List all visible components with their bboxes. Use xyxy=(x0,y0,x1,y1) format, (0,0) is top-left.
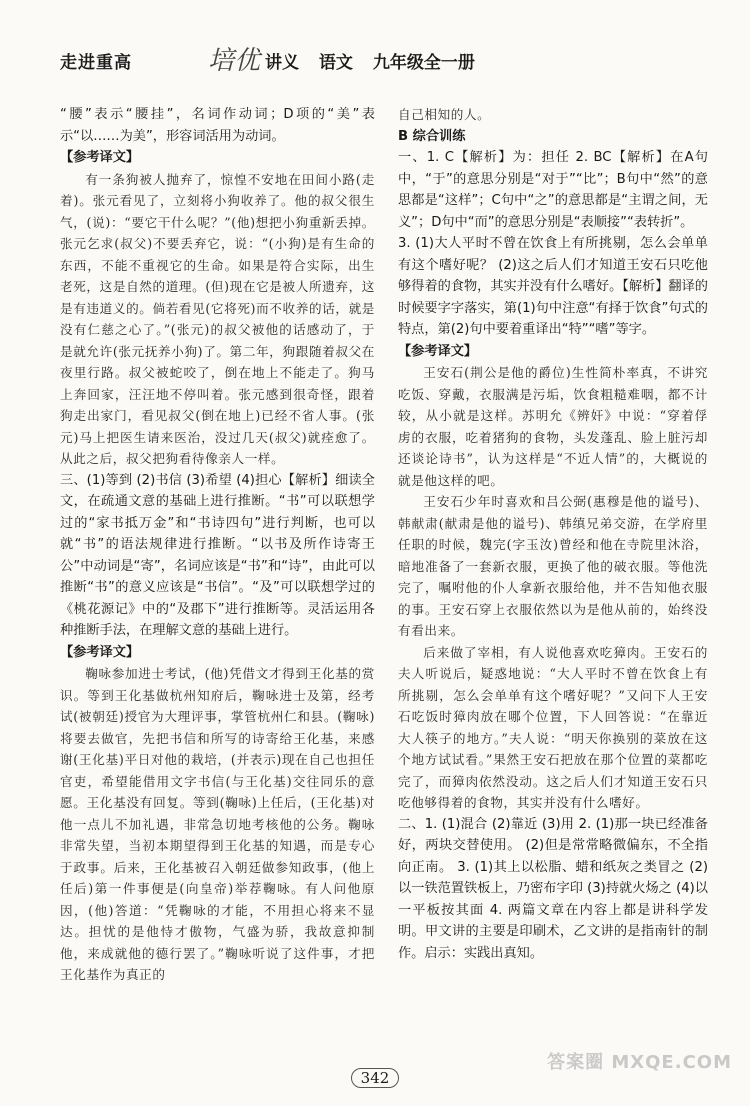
right-column xyxy=(398,104,708,964)
page-header xyxy=(60,40,700,80)
question-3-answer: 三、(1)等到 (2)书信 (3)希望 (4)担心【解析】细读全文，在疏通文意的基础上进行推断。“书”可以联想学过的“家书抵万金”和“书诗四句”进行判断，也可以就“书”的语法规律进行推断。“以书及所作诗寄王公”中动词是“寄”，名词应该是“书”和“诗”，由此可以推断“书”的意义应该是“书信”。“及”可以联想学过的《桃花源记》中的“及郡下”进行推断等。灵活运用各种推断手法，在理解文意的基础上进行。 xyxy=(60,472,375,638)
book-subject: 讲义 语文 九年级全一册 xyxy=(265,53,475,73)
question-1-answer: 一、1. C【解析】为：担任 2. BC【解析】在A句中，“于”的意思分别是“对于”“比”；B句中“然”的意思都是“这样”；C句中“之”的意思都是“主谓之间，无义”；D句中“而”的意思分别是“表顺接”“表转折”。 xyxy=(398,150,708,230)
series-logo-script: 培优 xyxy=(208,46,261,76)
reference-translation-text: 鞠咏参加进士考试，(他)凭借文才得到王化基的赏识。等到王化基做杭州知府后，鞠咏进士及第，经考试(被朝廷)授官为大理评事，掌管杭州仁和县。(鞠咏)将要去做官，先把书信和所写的诗寄给王化基，来感谢(王化基)平日对他的栽培，(并表示)现在自己也担任官吏，希望能借用文字书信(与王化基)交往同乐的意愿。王化基没有回复。等到(鞠咏)上任后，(王化基)对他一点儿不加礼遇，非常急切地考核他的公务。鞠咏非常失望，当初本期望得到王化基的知遇，而是专心于政事。后来，王化基被召入朝廷做参知政事，(他上任后)第一件事便是(向皇帝)举荐鞠咏。有人问他原因，(他)答道：“凭鞠咏的才能，不用担心将来不显达。担忧的是他恃才傲物，气盛为骄，我故意抑制他，来成就他的德行罢了。”鞠咏听说了这件事，才把王化基作为真正的 xyxy=(60,666,375,982)
reference-translation-label: 【参考译文】 xyxy=(60,644,140,660)
page-number-badge: 342 xyxy=(351,1068,400,1088)
reference-translation-text: 王安石(荆公是他的爵位)生性简朴率真，不讲究吃饭、穿戴，衣服满是污垢，饮食粗糙难咽，都不计较，从小就是这样。苏明允《辨奸》中说：“穿着俘虏的衣服，吃着猪狗的食物，头发蓬乱、脸上脏污却还谈论诗书”，认为这样是“不近人情”的，大概说的就是他这样的吧。 xyxy=(398,365,708,488)
question-2-answer: 二、1. (1)混合 (2)靠近 (3)用 2. (1)那一块已经准备好，两块交替使用。 (2)但是常常略微偏东，不全指向正南。 3. (1)其上以松脂、蜡和纸灰之类冒之 (2)以一铁范置铁板上，乃密布字印 (3)持就火炀之 (4)以一平板按其面 4. 两篇文章在内容上都是讲科学发明。甲文讲的主要是印刷术，乙文讲的是指南针的制作。启示：实践出真知。 xyxy=(398,816,708,961)
reference-translation-text: 后来做了宰相，有人说他喜欢吃獐肉。王安石的夫人听说后，疑惑地说：“大人平时不曾在饮食上有所挑剔，怎么会单单有这个嗜好呢？”又问下人王安石吃饭时獐肉放在哪个位置，下人回答说：“在靠近大人筷子的地方。”夫人说：“明天你换别的菜放在这个地方试试看。”果然王安石把放在那个位置的菜都吃完了，而獐肉依然没动。这之后人们才知道王安石只吃他够得着的食物，其实并没有什么嗜好。 xyxy=(398,644,708,810)
translation-continued: 自己相知的人。 xyxy=(398,107,491,122)
reference-translation-text: 王安石少年时喜欢和吕公弼(惠穆是他的谥号)、韩献肃(献肃是他的谥号)、韩缜兄弟交游，在学府里任职的时候，魏完(字玉汝)曾经和他在寺院里沐浴，暗地准备了一套新衣服，更换了他的破衣服。等他洗完了，嘱咐他的仆人拿新衣服给他，并不告知他衣服的事。王安石穿上衣服依然以为是他从前的，始终没有看出来。 xyxy=(398,494,708,638)
reference-translation-text: 有一条狗被人抛弃了，惊惶不安地在田间小路(走着)。张元看见了，立刻将小狗收养了。他的叔父很生气，(说)：“要它干什么呢？”(他)想把小狗重新丢掉。张元乞求(叔父)不要丢弃它，说：“(小狗)是有生命的东西，不能不重视它的生命。如果是符合实际，出生老死，这是自然的道理。(但)现在它是被人所遗弃，这是有违道义的。倘若看见(它将死)而不收养的话，就是没有仁慈之心了。”(张元)的叔父被他的话感动了，于是就允许(张元抚养小狗)了。第二年，狗跟随着叔父在夜里行路。叔父被蛇咬了，倒在地上不能走了。狗马上奔回家，汪汪地不停叫着。张元感到很奇怪，跟着狗走出家门，看见叔父(倒在地上)已经不省人事。(张元)马上把医生请来医治，没过几天(叔父)就痊愈了。从此之后，叔父把狗看待像亲人一样。 xyxy=(60,171,375,466)
answer-text: “腰”表示“腰挂”，名词作动词；D项的“美”表示“以……为美”，形容词活用为动词。 xyxy=(60,107,375,144)
series-title: 走进重高 xyxy=(60,53,132,73)
watermark: 答案圈 MXQE.COM xyxy=(547,1052,732,1073)
reference-translation-label: 【参考译文】 xyxy=(60,150,140,165)
reference-translation-label: 【参考译文】 xyxy=(398,343,478,359)
left-column xyxy=(60,104,375,986)
section-b-heading: B 综合训练 xyxy=(398,128,466,144)
question-3-answer: 3. (1)大人平时不曾在饮食上有所挑剔，怎么会单单有这个嗜好呢？ (2)这之后人们才知道王安石只吃他够得着的食物，其实并没有什么嗜好。【解析】翻译的时候要字字落实，第(1)句中注意“有择于饮食”句式的特点，第(2)句中要着重译出“特”“嗜”等字。 xyxy=(398,236,708,337)
